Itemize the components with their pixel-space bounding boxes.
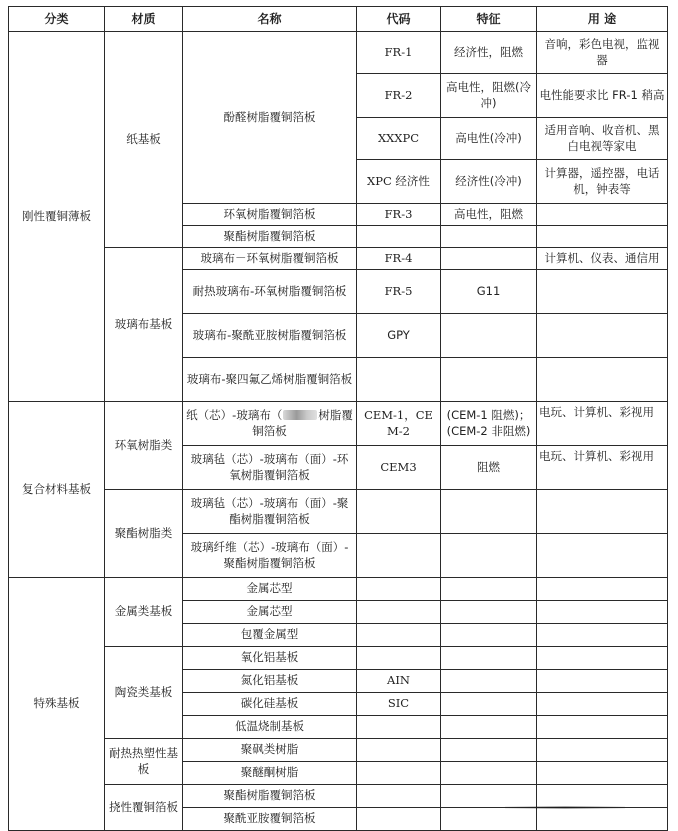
usage-cell [537,270,668,314]
code-cell: AIN [357,670,441,693]
code-cell [357,785,441,808]
feature-cell [441,534,537,578]
table-row [9,248,668,270]
name-cell: 碳化硅基板 [183,693,357,716]
material-cell: 玻璃布基板 [105,248,183,402]
code-cell [357,624,441,647]
copper-clad-laminate-classification-table [8,6,668,831]
code-cell [357,578,441,601]
usage-cell [537,490,668,534]
cursor-shadow [505,806,625,809]
feature-cell [441,716,537,739]
feature-cell [441,601,537,624]
usage-cell [537,601,668,624]
name-cell: 氧化铝基板 [183,647,357,670]
material-cell: 耐热热塑性基板 [105,739,183,785]
table-row [9,647,668,670]
usage-cell [537,762,668,785]
table-row [9,490,668,534]
code-cell: FR-5 [357,270,441,314]
feature-cell: 阻燃 [441,446,537,490]
usage-cell [537,226,668,248]
name-cell: 金属芯型 [183,601,357,624]
name-cell: 包覆金属型 [183,624,357,647]
feature-cell [441,248,537,270]
feature-cell [441,624,537,647]
code-cell [357,808,441,831]
header-material: 材质 [105,7,183,32]
table-row [9,402,668,446]
name-cell: 玻璃纤维（芯）-玻璃布（面）-聚酯树脂覆铜箔板 [183,534,357,578]
name-cell: 聚醚酮树脂 [183,762,357,785]
feature-cell [441,670,537,693]
table-row [9,578,668,601]
usage-cell: 计算机、仪表、通信用 [537,248,668,270]
name-cell: 聚酯树脂覆铜箔板 [183,226,357,248]
feature-cell [441,226,537,248]
code-cell [357,358,441,402]
feature-cell [441,739,537,762]
header-category: 分类 [9,7,105,32]
table-row [9,739,668,762]
usage-cell [537,534,668,578]
usage-cell [537,808,668,831]
table-row [9,32,668,74]
code-cell: CEM3 [357,446,441,490]
category-cell: 复合材料基板 [9,402,105,578]
usage-cell [537,670,668,693]
name-part: 纸（芯）-玻璃布（ [186,407,283,422]
category-cell: 刚性覆铜薄板 [9,32,105,402]
header-code: 代码 [357,7,441,32]
feature-cell [441,785,537,808]
feature-cell [441,490,537,534]
name-cell: 聚酯树脂覆铜箔板 [183,785,357,808]
name-cell: 环氧树脂覆铜箔板 [183,204,357,226]
name-cell: 酚醛树脂覆铜箔板 [183,32,357,204]
feature-cell: 经济性(冷冲) [441,160,537,204]
name-cell: 氮化铝基板 [183,670,357,693]
code-cell [357,647,441,670]
name-cell: 玻璃布-聚四氟乙烯树脂覆铜箔板 [183,358,357,402]
usage-cell [537,624,668,647]
feature-cell: 经济性，阻燃 [441,32,537,74]
usage-cell [537,693,668,716]
usage-cell [537,314,668,358]
name-cell [183,402,357,446]
usage-cell: 适用音响、收音机、黑白电视等家电 [537,118,668,160]
header-usage: 用 途 [537,7,668,32]
name-cell: 低温烧制基板 [183,716,357,739]
code-cell: FR-2 [357,74,441,118]
code-cell: XPC 经济性 [357,160,441,204]
code-cell [357,601,441,624]
material-cell: 金属类基板 [105,578,183,647]
usage-cell: 计算器，遥控器，电话机，钟表等 [537,160,668,204]
name-cell: 聚酰亚胺覆铜箔板 [183,808,357,831]
usage-cell: 音响，彩色电视，监视器 [537,32,668,74]
code-cell: FR-3 [357,204,441,226]
usage-cell: 电玩、计算机、彩视用 [537,402,668,446]
header-feature: 特征 [441,7,537,32]
usage-cell: 电玩、计算机、彩视用 [537,446,668,490]
material-cell: 挠性覆铜箔板 [105,785,183,831]
name-cell: 耐热玻璃布-环氧树脂覆铜箔板 [183,270,357,314]
usage-cell [537,716,668,739]
material-cell: 纸基板 [105,32,183,248]
name-part: 树脂覆铜箔板 [252,407,353,438]
feature-cell: G11 [441,270,537,314]
feature-cell: 高电性，阻燃(冷冲) [441,74,537,118]
feature-cell [441,762,537,785]
feature-cell [441,808,537,831]
code-cell [357,739,441,762]
code-cell [357,534,441,578]
code-cell: SIC [357,693,441,716]
name-cell: 玻璃毡（芯）-玻璃布（面）-环氧树脂覆铜箔板 [183,446,357,490]
spec-table [8,6,668,831]
usage-cell [537,647,668,670]
usage-cell [537,204,668,226]
material-cell: 环氧树脂类 [105,402,183,490]
material-cell: 陶瓷类基板 [105,647,183,739]
name-cell: 聚砜类树脂 [183,739,357,762]
feature-cell: 高电性，阻燃 [441,204,537,226]
code-cell [357,490,441,534]
usage-cell [537,358,668,402]
header-row [9,7,668,32]
name-cell: 玻璃布-聚酰亚胺树脂覆铜箔板 [183,314,357,358]
feature-cell [441,358,537,402]
feature-cell [441,693,537,716]
usage-cell [537,739,668,762]
name-cell: 玻璃毡（芯）-玻璃布（面）-聚酯树脂覆铜箔板 [183,490,357,534]
code-cell: FR-1 [357,32,441,74]
code-cell [357,762,441,785]
code-cell [357,226,441,248]
usage-cell [537,785,668,808]
code-cell [357,716,441,739]
usage-cell [537,578,668,601]
code-cell: CEM-1，CEM-2 [357,402,441,446]
material-cell: 聚酯树脂类 [105,490,183,578]
header-name: 名称 [183,7,357,32]
code-cell: GPY [357,314,441,358]
feature-cell [441,578,537,601]
code-cell: XXXPC [357,118,441,160]
feature-cell [441,647,537,670]
category-cell: 特殊基板 [9,578,105,831]
code-cell: FR-4 [357,248,441,270]
usage-cell: 电性能要求比 FR-1 稍高 [537,74,668,118]
smudge-mark [283,410,317,420]
name-cell: 金属芯型 [183,578,357,601]
table-row [9,785,668,808]
feature-cell: (CEM-1 阻燃)；(CEM-2 非阻燃) [441,402,537,446]
name-cell: 玻璃布－环氧树脂覆铜箔板 [183,248,357,270]
feature-cell: 高电性(冷冲) [441,118,537,160]
feature-cell [441,314,537,358]
